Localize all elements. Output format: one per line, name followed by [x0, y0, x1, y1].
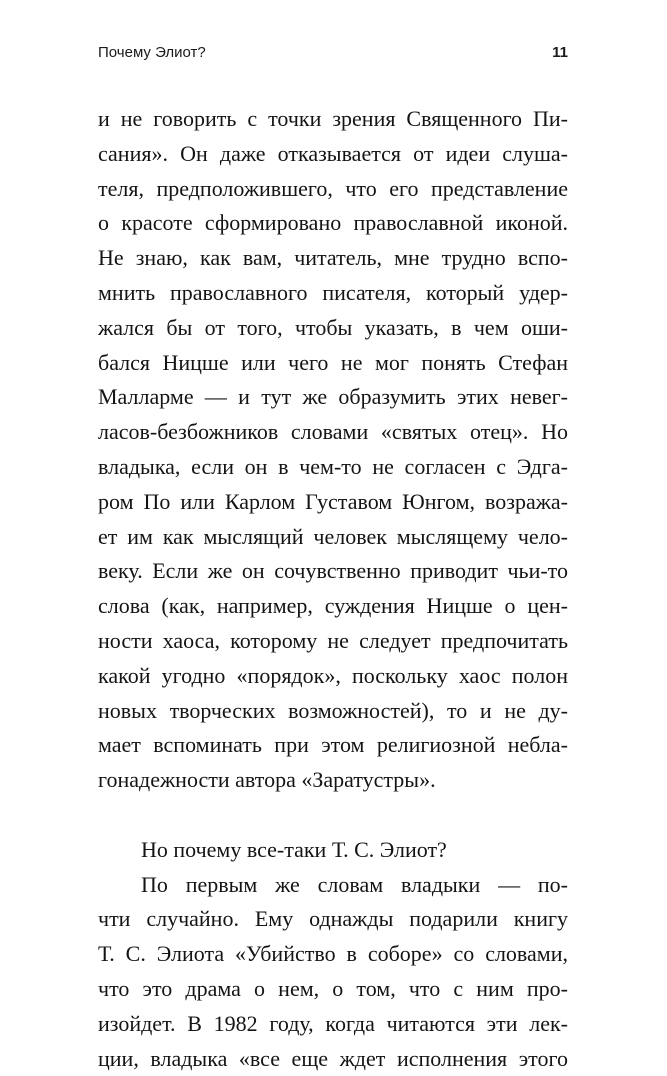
text-line: о красоте сформировано православной иконой. [98, 210, 568, 236]
body-text [98, 102, 568, 1076]
text-line: какой угодно «порядок», поскольку хаос полон [98, 662, 568, 688]
text-line: Но почему все-таки Т. С. Элиот? [141, 836, 447, 862]
text-line: мнить православного писателя, который удер- [98, 279, 568, 305]
paragraph [98, 833, 568, 868]
text-line: теля, предположившего, что его представление [98, 175, 568, 201]
paragraph [98, 102, 568, 798]
text-line: владыка, если он в чем-то не согласен с Эдга- [98, 453, 568, 479]
text-line: изойдет. В 1982 году, когда читаются эти лек- [98, 1010, 568, 1036]
running-head [98, 44, 568, 66]
text-line: Малларме — и тут же образумить этих невег- [98, 384, 568, 410]
text-line: веку. Если же он сочувственно приводит чьи-то [98, 558, 568, 584]
text-line: что это драма о нем, о том, что с ним про- [98, 975, 568, 1001]
text-line: Т. С. Элиота «Убийство в соборе» со словами, [98, 941, 568, 967]
text-line: сания». Он даже отказывается от идеи слуша- [98, 140, 568, 166]
text-line: ции, владыка «все еще ждет исполнения этого [98, 1045, 568, 1071]
running-title: Почему Элиот? [98, 44, 206, 61]
text-line: новых творческих возможностей), то и не ду- [98, 697, 568, 723]
text-line: ласов-безбожников словами «святых отец». Но [98, 419, 568, 445]
text-line: гонадежности автора «Заратустры». [98, 767, 436, 793]
text-line: ет им как мыслящий человек мыслящему чело- [98, 523, 568, 549]
text-line: мает вспоминать при этом религиозной небла- [98, 732, 568, 758]
text-line: слова (как, например, суждения Ницше о цен- [98, 593, 568, 619]
page-number: 11 [552, 44, 568, 61]
text-line: чти случайно. Ему однажды подарили книгу [98, 906, 568, 932]
text-line: жался бы от того, чтобы указать, в чем оши- [98, 314, 568, 340]
text-line: ром По или Карлом Густавом Юнгом, возража- [98, 488, 568, 514]
text-line: Не знаю, как вам, читатель, мне трудно вспо- [98, 245, 568, 271]
paragraph-gap [98, 798, 568, 833]
text-line: бался Ницше или чего не мог понять Стефан [98, 349, 568, 375]
text-line: ности хаоса, которому не следует предпочитать [98, 627, 568, 653]
text-line: и не говорить с точки зрения Священного Пи- [98, 106, 568, 131]
paragraph [98, 868, 568, 1076]
text-line: По первым же словам владыки — по- [141, 871, 568, 897]
